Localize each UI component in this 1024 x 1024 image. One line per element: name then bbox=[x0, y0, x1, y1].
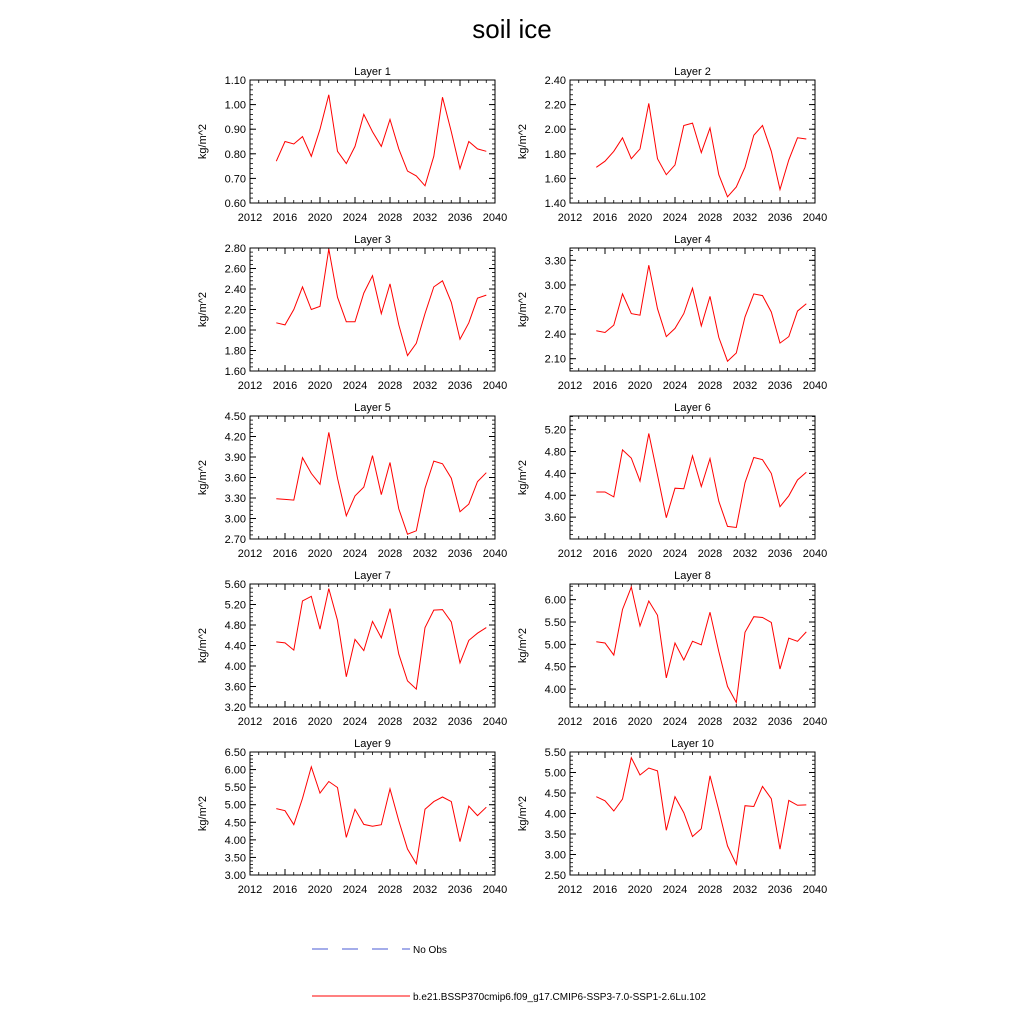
y-tick-label: 3.00 bbox=[544, 279, 566, 292]
y-tick-label: 3.60 bbox=[224, 472, 246, 485]
x-tick-label: 2028 bbox=[377, 548, 403, 560]
y-tick-label: 1.80 bbox=[544, 148, 566, 161]
x-tick-label: 2012 bbox=[557, 212, 583, 224]
y-axis-label: kg/m^2 bbox=[197, 123, 209, 160]
x-tick-label: 2016 bbox=[272, 884, 298, 896]
y-axis-label: kg/m^2 bbox=[197, 291, 209, 328]
x-tick-label: 2032 bbox=[732, 380, 758, 392]
y-tick-label: 4.00 bbox=[224, 661, 246, 673]
x-tick-label: 2036 bbox=[767, 212, 793, 224]
panel-title: Layer 9 bbox=[354, 738, 391, 750]
panel-layer-5 bbox=[197, 402, 507, 560]
y-tick-label: 4.50 bbox=[544, 788, 566, 800]
panel-layer-10 bbox=[517, 738, 827, 896]
x-tick-label: 2040 bbox=[482, 212, 508, 224]
y-tick-label: 4.00 bbox=[544, 490, 566, 503]
y-axis-label: kg/m^2 bbox=[517, 627, 529, 664]
panel-title: Layer 4 bbox=[674, 234, 711, 246]
x-tick-label: 2020 bbox=[627, 884, 653, 896]
y-tick-label: 4.00 bbox=[224, 834, 246, 847]
x-tick-label: 2028 bbox=[377, 380, 403, 392]
plot-frame bbox=[570, 248, 815, 371]
x-tick-label: 2024 bbox=[662, 884, 688, 896]
series-line bbox=[596, 434, 806, 528]
y-tick-label: 5.20 bbox=[544, 424, 566, 437]
x-tick-label: 2016 bbox=[592, 884, 618, 896]
panel-title: Layer 5 bbox=[354, 402, 391, 414]
x-tick-label: 2028 bbox=[377, 212, 403, 224]
panel-title: Layer 7 bbox=[354, 570, 391, 582]
panel-title: Layer 6 bbox=[674, 402, 711, 414]
y-tick-label: 5.00 bbox=[224, 799, 246, 812]
y-tick-label: 1.40 bbox=[544, 198, 566, 210]
plot-frame bbox=[570, 80, 815, 203]
y-tick-label: 2.50 bbox=[544, 870, 566, 882]
x-tick-label: 2016 bbox=[272, 380, 298, 392]
legend-no-obs-label: No Obs bbox=[413, 945, 447, 956]
x-tick-label: 2028 bbox=[377, 884, 403, 896]
x-tick-label: 2040 bbox=[802, 548, 828, 560]
x-tick-label: 2016 bbox=[272, 716, 298, 728]
plot-frame bbox=[570, 416, 815, 539]
y-tick-label: 3.20 bbox=[224, 702, 246, 714]
y-tick-label: 4.50 bbox=[224, 411, 246, 423]
y-tick-label: 3.90 bbox=[224, 452, 246, 464]
y-tick-label: 1.60 bbox=[224, 366, 246, 378]
panel-layer-9 bbox=[197, 738, 507, 896]
y-tick-label: 2.00 bbox=[544, 124, 566, 137]
y-tick-label: 0.80 bbox=[224, 148, 246, 161]
x-tick-label: 2020 bbox=[627, 548, 653, 560]
x-tick-label: 2020 bbox=[627, 716, 653, 728]
x-tick-label: 2040 bbox=[802, 380, 828, 392]
x-tick-label: 2020 bbox=[627, 380, 653, 392]
y-tick-label: 0.90 bbox=[224, 124, 246, 137]
x-tick-label: 2016 bbox=[592, 548, 618, 560]
series-line bbox=[596, 265, 806, 361]
panel-layer-1 bbox=[197, 66, 507, 224]
x-tick-label: 2032 bbox=[412, 212, 438, 224]
y-tick-label: 1.10 bbox=[224, 75, 246, 87]
plot-frame bbox=[250, 416, 495, 539]
y-tick-label: 4.80 bbox=[224, 620, 246, 632]
x-tick-label: 2028 bbox=[697, 884, 723, 896]
y-tick-label: 3.50 bbox=[224, 852, 246, 865]
y-tick-label: 4.50 bbox=[544, 661, 566, 674]
plot-frame bbox=[570, 752, 815, 875]
x-tick-label: 2020 bbox=[307, 380, 333, 392]
panel-layer-4 bbox=[517, 234, 827, 392]
x-tick-label: 2032 bbox=[412, 548, 438, 560]
panel-title: Layer 2 bbox=[674, 66, 711, 78]
x-tick-label: 2036 bbox=[447, 380, 473, 392]
series-line bbox=[276, 432, 486, 534]
x-tick-label: 2024 bbox=[342, 548, 368, 560]
y-tick-label: 0.70 bbox=[224, 173, 246, 186]
x-tick-label: 2040 bbox=[482, 548, 508, 560]
x-tick-label: 2016 bbox=[592, 380, 618, 392]
x-tick-label: 2012 bbox=[237, 548, 263, 560]
x-tick-label: 2020 bbox=[307, 716, 333, 728]
x-tick-label: 2016 bbox=[272, 212, 298, 224]
panel-layer-2 bbox=[517, 66, 827, 224]
y-tick-label: 3.00 bbox=[224, 513, 246, 526]
x-tick-label: 2028 bbox=[377, 716, 403, 728]
x-tick-label: 2032 bbox=[732, 212, 758, 224]
y-axis-label: kg/m^2 bbox=[517, 123, 529, 160]
y-tick-label: 3.60 bbox=[544, 512, 566, 525]
y-axis-label: kg/m^2 bbox=[517, 291, 529, 328]
series-line bbox=[276, 589, 486, 690]
y-tick-label: 4.00 bbox=[544, 808, 566, 821]
x-tick-label: 2028 bbox=[697, 548, 723, 560]
panel-layer-7 bbox=[197, 570, 507, 728]
x-tick-label: 2012 bbox=[557, 716, 583, 728]
y-tick-label: 1.80 bbox=[224, 345, 246, 358]
y-tick-label: 5.20 bbox=[224, 599, 246, 612]
x-tick-label: 2028 bbox=[697, 380, 723, 392]
y-tick-label: 2.10 bbox=[544, 353, 566, 366]
x-tick-label: 2016 bbox=[592, 212, 618, 224]
y-tick-label: 1.00 bbox=[224, 99, 246, 112]
y-tick-label: 3.50 bbox=[544, 829, 566, 841]
y-axis-label: kg/m^2 bbox=[197, 627, 209, 664]
x-tick-label: 2012 bbox=[237, 884, 263, 896]
x-tick-label: 2024 bbox=[342, 212, 368, 224]
x-tick-label: 2012 bbox=[237, 212, 263, 224]
series-line bbox=[276, 95, 486, 186]
legend-model-label: b.e21.BSSP370cmip6.f09_g17.CMIP6-SSP3-7.0-SSP1-2.6Lu.102 bbox=[413, 992, 706, 1003]
y-tick-label: 4.50 bbox=[224, 817, 246, 830]
y-tick-label: 6.00 bbox=[224, 764, 246, 777]
x-tick-label: 2032 bbox=[412, 716, 438, 728]
x-tick-label: 2020 bbox=[307, 212, 333, 224]
x-tick-label: 2012 bbox=[237, 380, 263, 392]
x-tick-label: 2036 bbox=[767, 884, 793, 896]
y-tick-label: 5.00 bbox=[544, 767, 566, 780]
y-tick-label: 5.00 bbox=[544, 639, 566, 652]
x-tick-label: 2012 bbox=[557, 884, 583, 896]
y-axis-label: kg/m^2 bbox=[197, 459, 209, 496]
panel-title: Layer 10 bbox=[671, 738, 714, 750]
series-line bbox=[596, 103, 806, 196]
x-tick-label: 2032 bbox=[732, 884, 758, 896]
x-tick-label: 2036 bbox=[767, 548, 793, 560]
figure-title: soil ice bbox=[472, 14, 552, 44]
y-tick-label: 2.40 bbox=[544, 329, 566, 342]
x-tick-label: 2036 bbox=[447, 548, 473, 560]
y-tick-label: 0.60 bbox=[224, 198, 246, 210]
y-axis-label: kg/m^2 bbox=[197, 795, 209, 832]
y-tick-label: 2.20 bbox=[224, 304, 246, 317]
x-tick-label: 2040 bbox=[482, 716, 508, 728]
y-tick-label: 2.40 bbox=[544, 75, 566, 87]
x-tick-label: 2036 bbox=[447, 884, 473, 896]
y-tick-label: 2.20 bbox=[544, 99, 566, 112]
y-tick-label: 2.40 bbox=[224, 284, 246, 296]
y-tick-label: 3.30 bbox=[544, 255, 566, 268]
y-tick-label: 2.70 bbox=[544, 304, 566, 317]
y-tick-label: 6.50 bbox=[224, 747, 246, 759]
y-tick-label: 3.00 bbox=[544, 849, 566, 862]
x-tick-label: 2020 bbox=[307, 548, 333, 560]
x-tick-label: 2036 bbox=[447, 716, 473, 728]
plot-frame bbox=[250, 248, 495, 371]
x-tick-label: 2032 bbox=[412, 380, 438, 392]
x-tick-label: 2036 bbox=[767, 380, 793, 392]
x-tick-label: 2024 bbox=[342, 380, 368, 392]
y-axis-label: kg/m^2 bbox=[517, 795, 529, 832]
y-tick-label: 4.40 bbox=[544, 468, 566, 481]
x-tick-label: 2040 bbox=[802, 212, 828, 224]
y-tick-label: 5.50 bbox=[544, 617, 566, 630]
x-tick-label: 2012 bbox=[237, 716, 263, 728]
x-tick-label: 2012 bbox=[557, 548, 583, 560]
x-tick-label: 2028 bbox=[697, 212, 723, 224]
plot-frame bbox=[250, 584, 495, 707]
y-tick-label: 5.50 bbox=[224, 782, 246, 795]
series-line bbox=[276, 249, 486, 356]
y-tick-label: 2.60 bbox=[224, 263, 246, 276]
y-tick-label: 4.00 bbox=[544, 684, 566, 697]
y-tick-label: 1.60 bbox=[544, 173, 566, 186]
panel-title: Layer 8 bbox=[674, 570, 711, 582]
x-tick-label: 2040 bbox=[802, 884, 828, 896]
y-tick-label: 6.00 bbox=[544, 594, 566, 607]
x-tick-label: 2024 bbox=[342, 884, 368, 896]
y-tick-label: 4.80 bbox=[544, 446, 566, 459]
x-tick-label: 2020 bbox=[627, 212, 653, 224]
y-tick-label: 3.00 bbox=[224, 870, 246, 882]
x-tick-label: 2016 bbox=[592, 716, 618, 728]
x-tick-label: 2040 bbox=[802, 716, 828, 728]
y-tick-label: 3.30 bbox=[224, 493, 246, 505]
x-tick-label: 2024 bbox=[342, 716, 368, 728]
y-tick-label: 4.40 bbox=[224, 640, 246, 653]
legend bbox=[312, 945, 706, 1003]
x-tick-label: 2024 bbox=[662, 548, 688, 560]
y-tick-label: 3.60 bbox=[224, 681, 246, 694]
y-tick-label: 5.60 bbox=[224, 579, 246, 591]
x-tick-label: 2020 bbox=[307, 884, 333, 896]
x-tick-label: 2036 bbox=[447, 212, 473, 224]
x-tick-label: 2032 bbox=[732, 716, 758, 728]
series-line bbox=[596, 758, 806, 865]
x-tick-label: 2040 bbox=[482, 884, 508, 896]
y-tick-label: 2.70 bbox=[224, 534, 246, 546]
x-tick-label: 2024 bbox=[662, 716, 688, 728]
y-tick-label: 2.80 bbox=[224, 243, 246, 255]
x-tick-label: 2024 bbox=[662, 212, 688, 224]
x-tick-label: 2040 bbox=[482, 380, 508, 392]
series-line bbox=[596, 587, 806, 702]
panel-layer-8 bbox=[517, 570, 827, 728]
x-tick-label: 2028 bbox=[697, 716, 723, 728]
panel-title: Layer 3 bbox=[354, 234, 391, 246]
panel-layer-3 bbox=[197, 234, 507, 392]
panel-title: Layer 1 bbox=[354, 66, 391, 78]
x-tick-label: 2032 bbox=[732, 548, 758, 560]
y-axis-label: kg/m^2 bbox=[517, 459, 529, 496]
series-line bbox=[276, 767, 486, 864]
x-tick-label: 2036 bbox=[767, 716, 793, 728]
y-tick-label: 4.20 bbox=[224, 431, 246, 444]
panel-layer-6 bbox=[517, 402, 827, 560]
y-tick-label: 5.50 bbox=[544, 747, 566, 759]
x-tick-label: 2012 bbox=[557, 380, 583, 392]
x-tick-label: 2032 bbox=[412, 884, 438, 896]
y-tick-label: 2.00 bbox=[224, 325, 246, 337]
x-tick-label: 2024 bbox=[662, 380, 688, 392]
x-tick-label: 2016 bbox=[272, 548, 298, 560]
